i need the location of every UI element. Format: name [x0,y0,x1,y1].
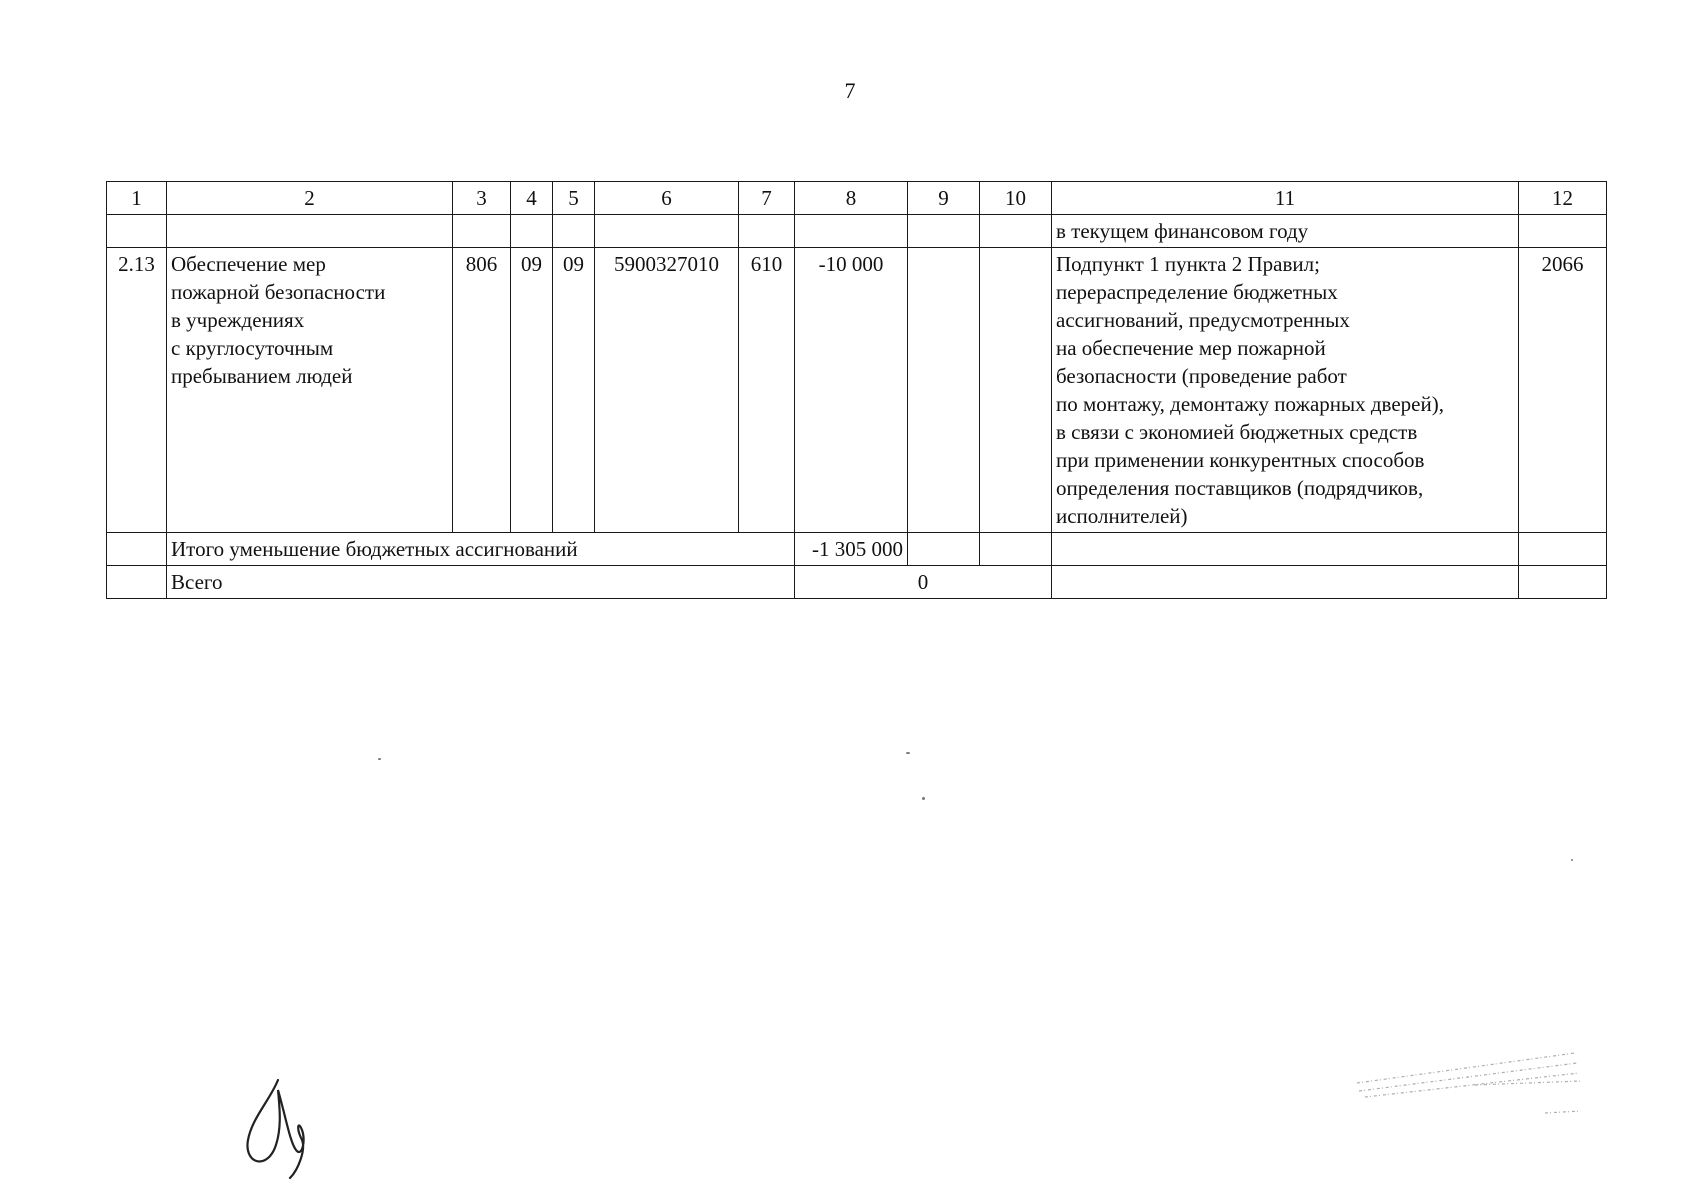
header-cell: 12 [1519,182,1607,215]
table-row [107,248,1607,533]
signature-mark [240,1070,330,1180]
grand-total-row [107,566,1607,599]
header-cell: 10 [980,182,1052,215]
header-cell: 7 [739,182,795,215]
cell-col5: 09 [553,248,595,533]
grand-total-label: Всего [167,566,795,599]
header-cell: 4 [511,182,553,215]
cell-col7: 610 [739,248,795,533]
continuation-row [107,215,1607,248]
scan-speck [1571,859,1573,861]
scan-speck [906,752,910,754]
cell-col10 [980,248,1052,533]
header-cell: 6 [595,182,739,215]
header-cell: 2 [167,182,453,215]
page-number: 7 [844,78,856,103]
grand-total-value: 0 [795,566,1052,599]
row-justification: Подпункт 1 пункта 2 Правил; перераспределение бюджетных ассигнований, предусмотренных на обеспечение мер пожарной безопасности (проведение работ по монтажу, демонтажу пожарных дверей), в связи с экономией бюджетных средств при применении конкурентных способов определения поставщиков (подрядчиков, исполнителей) [1052,248,1519,533]
total-decrease-row [107,533,1607,566]
header-cell: 5 [553,182,595,215]
cell-col3: 806 [453,248,511,533]
total-decrease-value: -1 305 000 [795,533,908,566]
scan-speck [922,797,925,800]
row-name: Обеспечение мер пожарной безопасности в учреждениях с круглосуточным пребыванием людей [167,248,453,533]
table-header-row [107,182,1607,215]
header-cell: 8 [795,182,908,215]
cell-col8: -10 000 [795,248,908,533]
header-cell: 3 [453,182,511,215]
header-cell: 11 [1052,182,1519,215]
cell-col4: 09 [511,248,553,533]
budget-table [106,181,1607,599]
faint-stamp [1355,1045,1585,1120]
header-cell: 9 [908,182,980,215]
row-number: 2.13 [107,248,167,533]
header-cell: 1 [107,182,167,215]
cell-col6: 5900327010 [595,248,739,533]
total-decrease-label: Итого уменьшение бюджетных ассигнований [167,533,795,566]
continuation-text: в текущем финансовом году [1052,215,1519,248]
scan-speck [378,758,381,760]
cell-col12: 2066 [1519,248,1607,533]
cell-col9 [908,248,980,533]
